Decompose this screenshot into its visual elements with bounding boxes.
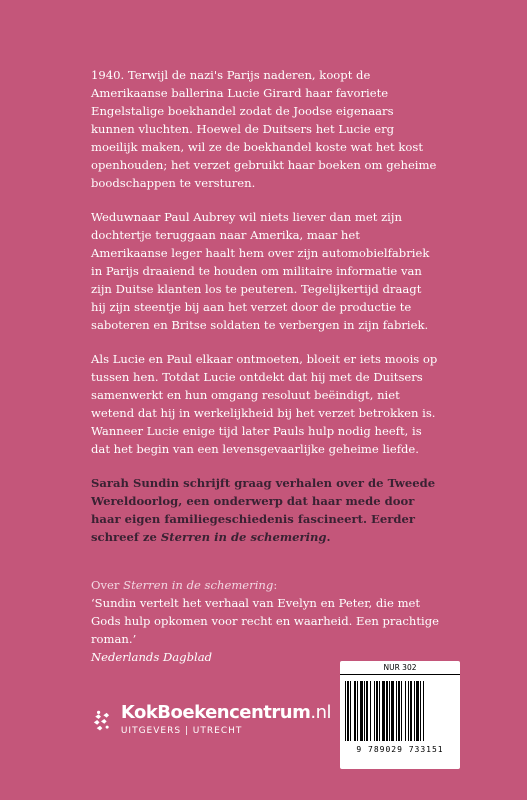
author-bio <box>91 474 439 546</box>
publisher-wordmark <box>121 703 331 737</box>
author-bio-book-title: Sterren in de schemering <box>160 530 327 544</box>
kokboekencentrum-logo-icon <box>91 697 113 743</box>
blurb <box>91 66 439 666</box>
review-book-title: Sterren in de schemering <box>123 578 274 592</box>
review-prefix: Over <box>91 578 124 592</box>
blurb-paragraph-3: Als Lucie en Paul elkaar ontmoeten, bloeit er iets moois op tussen hen. Totdat Lucie ontdekt dat hij met de Duitsers samenwerkt en hun omgang resoluut beëindigt, niet wetend dat hij in werkelijkheid bij het verzet betrokken is. Wanneer Lucie enige tijd later Pauls hulp nodig heeft, is dat het begin van een levensgevaarlijke geheime liefde. <box>91 352 438 456</box>
publisher-name <box>121 703 331 723</box>
review-heading <box>91 576 439 594</box>
nur-code: NUR 302 <box>340 661 460 675</box>
publisher-logo <box>91 690 331 750</box>
review-suffix: : <box>273 578 278 592</box>
review-source: Nederlands Dagblad <box>91 650 213 664</box>
barcode-box <box>340 661 460 769</box>
review-block <box>91 576 439 666</box>
barcode-bars <box>345 681 455 741</box>
publisher-tld: .nl <box>310 702 331 724</box>
publisher-subtitle: UITGEVERS | UTRECHT <box>120 725 243 736</box>
blurb-paragraph-1: 1940. Terwijl de nazi's Parijs naderen, koopt de Amerikaanse ballerina Lucie Girard haar favoriete Engelstalige boekhandel zodat de Joodse eigenaars kunnen vluchten. Hoewel de Duitsers het Lucie erg moeilijk maken, wil ze de boekhandel koste wat het kost openhouden; het verzet gebruikt haar boeken om geheime boodschappen te versturen. <box>91 68 437 190</box>
review-quote: ‘Sundin vertelt het verhaal van Evelyn en Peter, die met Gods hulp opkomen voor recht en waarheid. Een prachtige roman.’ <box>91 596 439 646</box>
blurb-paragraph-2: Weduwnaar Paul Aubrey wil niets liever dan met zijn dochtertje teruggaan naar Amerika, maar het Amerikaanse leger haalt hem over zijn automobielfabriek in Parijs draaiend te houden om militaire informatie van zijn Duitse klanten los te peuteren. Tegelijkertijd draagt hij zijn steentje bij aan het verzet door de productie te saboteren en Britse soldaten te verbergen in zijn fabriek. <box>91 210 430 332</box>
isbn-number: 9 789029 733151 <box>356 745 444 754</box>
publisher-name-text: KokBoekencentrum <box>120 702 311 724</box>
author-bio-end: . <box>326 530 331 544</box>
author-bio-text: Sarah Sundin schrijft graag verhalen over de Tweede Wereldoorlog, een onderwerp dat haar mede door haar eigen familiegeschiedenis fascineert. Eerder schreef ze <box>91 476 436 544</box>
